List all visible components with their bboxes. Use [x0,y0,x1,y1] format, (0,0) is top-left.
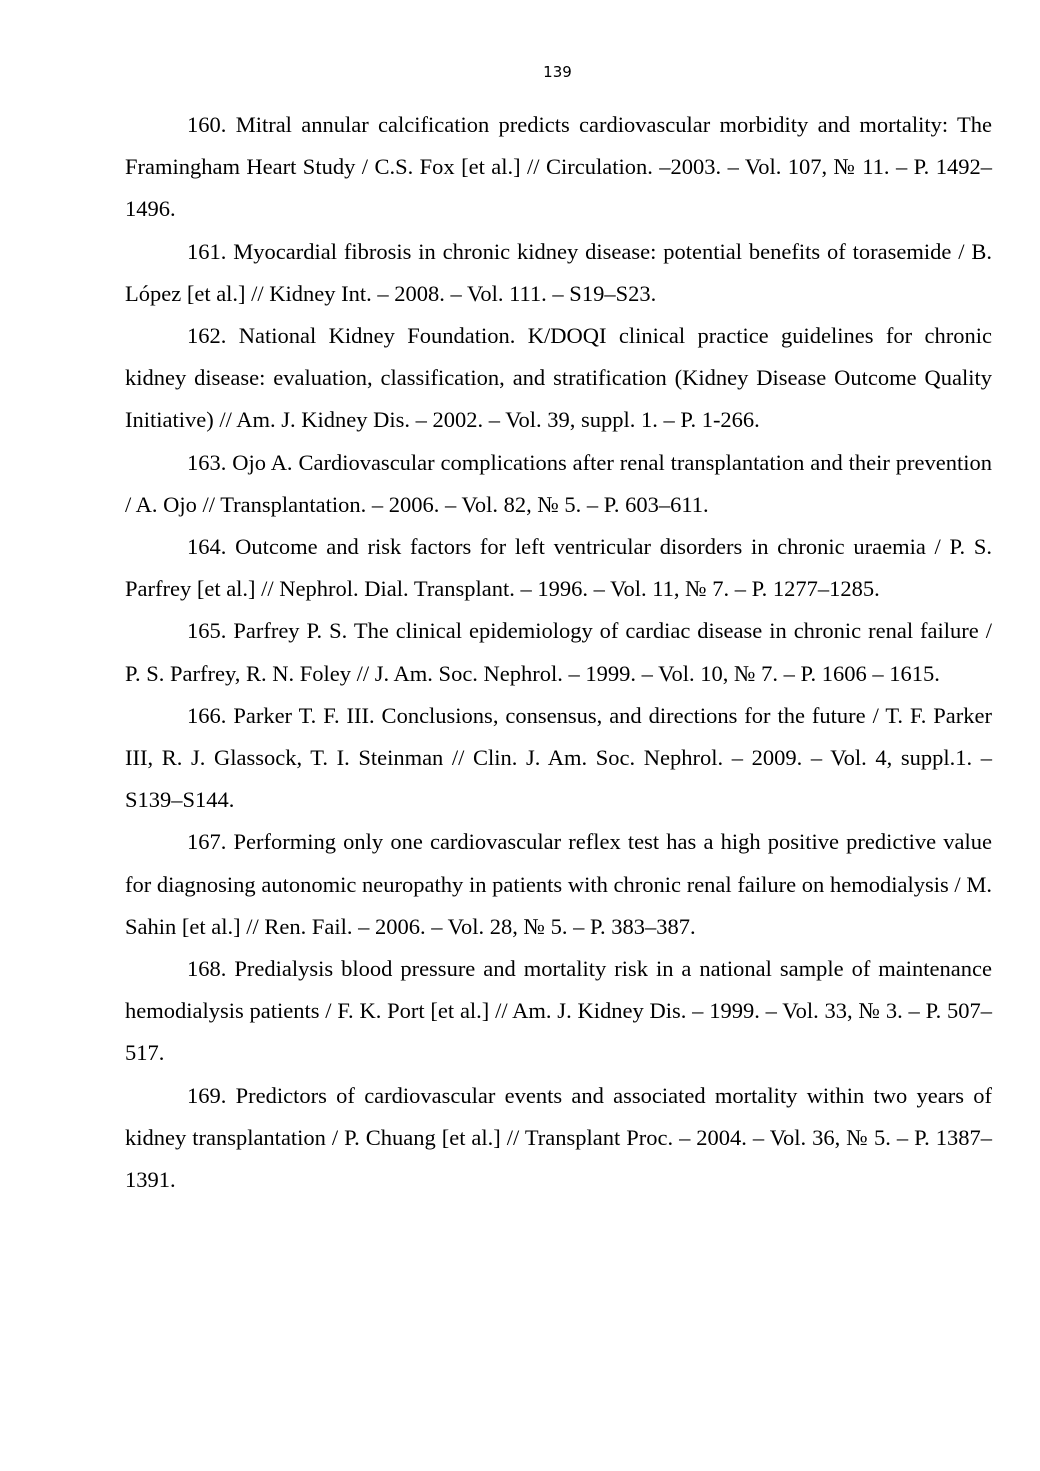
reference-number: 160. [187,112,227,137]
reference-number: 167. [187,829,227,855]
reference-text: Performing only one cardiovascular reflex test has a high positive predictive value for diagnosing autonomic neuropathy in patients with chronic renal failure on hemodialysis / M. Sahin [et al.] // Ren. Fail. – 2006. – Vol. 28, № 5. – P. 383–387. [125,829,992,939]
reference-item-167 [125,821,992,948]
reference-list [125,104,992,1201]
reference-item-160 [125,104,992,231]
reference-number: 164. [187,534,227,560]
reference-text: National Kidney Foundation. K/DOQI clinical practice guidelines for chronic kidney disease: evaluation, classification, and stratification (Kidney Disease Outcome Quality Initiative) // Am. J. Kidney Dis. – 2002. – Vol. 39, suppl. 1. – P. 1-266. [125,323,993,433]
reference-text: Predialysis blood pressure and mortality risk in a national sample of maintenance hemodialysis patients / F. K. Port [et al.] // Am. J. Kidney Dis. – 1999. – Vol. 33, № 3. – P. 507–517. [125,956,992,1066]
reference-number: 168. [187,956,227,982]
reference-item-169 [125,1075,992,1202]
reference-number: 169. [187,1082,227,1108]
reference-text: Predictors of cardiovascular events and associated mortality within two years of kidney transplantation / P. Chuang [et al.] // Transplant Proc. – 2004. – Vol. 36, № 5. – P. 1387–1391. [125,1082,992,1193]
reference-text: Parker T. F. III. Conclusions, consensus, and directions for the future / T. F. Parker III, R. J. Glassock, T. I. Steinman // Clin. J. Am. Soc. Nephrol. – 2009. – Vol. 4, suppl.1. – S139–S144. [125,702,993,813]
page-number: 139 [543,63,572,81]
reference-number: 162. [187,323,227,349]
reference-item-162 [125,315,992,442]
reference-text: Parfrey P. S. The clinical epidemiology of cardiac disease in chronic renal failure / P. S. Parfrey, R. N. Foley // J. Am. Soc. Nephrol. – 1999. – Vol. 10, № 7. – P. 1606 – 1615. [125,618,992,686]
reference-item-164 [125,526,992,610]
reference-number: 163. [187,449,227,475]
reference-number: 166. [187,702,227,728]
reference-item-161 [125,231,992,315]
reference-item-163 [125,442,992,526]
reference-text: Mitral annular calcification predicts cardiovascular morbidity and mortality: The Framingham Heart Study / C.S. Fox [et al.] // Circulation. –2003. – Vol. 107, № 11. – P. 1492–1496. [125,112,992,222]
reference-number: 161. [187,238,227,264]
reference-item-166 [125,695,992,822]
reference-item-165 [125,610,992,694]
reference-item-168 [125,948,992,1075]
reference-text: Myocardial fibrosis in chronic kidney disease: potential benefits of torasemide / B. López [et al.] // Kidney Int. – 2008. – Vol. 111. – S19–S23. [125,238,992,306]
reference-text: Outcome and risk factors for left ventricular disorders in chronic uraemia / P. S. Parfrey [et al.] // Nephrol. Dial. Transplant. – 1996. – Vol. 11, № 7. – P. 1277–1285. [125,534,993,602]
reference-text: Ojo A. Cardiovascular complications after renal transplantation and their prevention / A. Ojo // Transplantation. – 2006. – Vol. 82, № 5. – P. 603–611. [125,449,992,517]
reference-number: 165. [187,618,227,644]
